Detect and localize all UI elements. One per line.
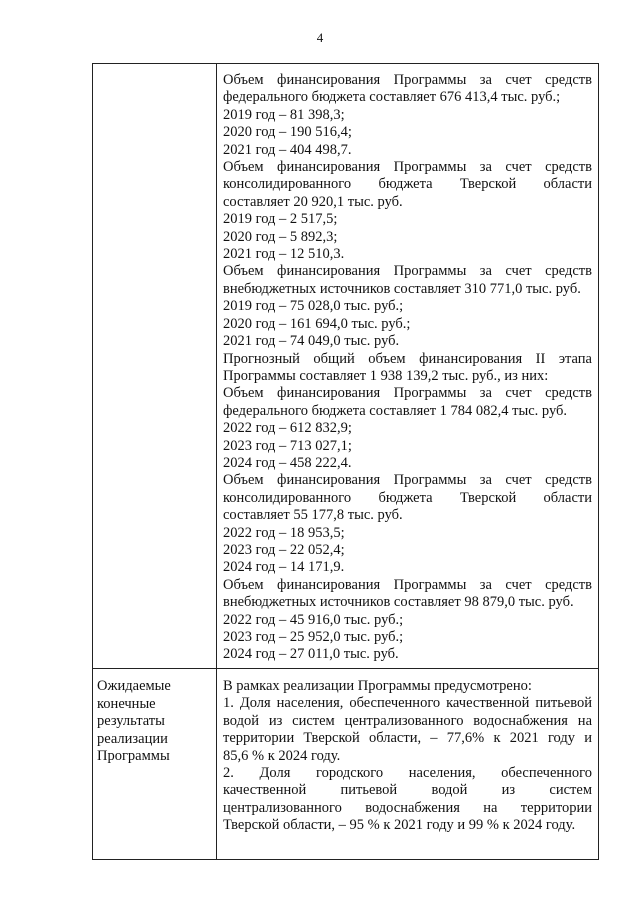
text-line: 2021 год – 404 498,7. [223,141,352,158]
text-line: 2024 год – 458 222,4. [223,454,352,471]
row-label-cell [93,64,217,668]
text-line: 2023 год – 22 052,4; [223,541,345,558]
text-line: Объем финансирования Программы за счет средств [223,159,592,176]
text-line: консолидированного бюджета Тверской области [223,176,592,193]
text-line: В рамках реализации Программы предусмотрено: [223,678,532,694]
text-line: 2020 год – 161 694,0 тыс. руб.; [223,315,411,332]
financing-text-cell [217,64,598,668]
text-line: 85,6 % к 2024 году. [223,747,341,764]
text-line: составляет 55 177,8 тыс. руб. [223,507,403,524]
table-row-expected-results [93,668,598,859]
text-line: качественной питьевой водой из систем [223,782,592,799]
text-line: федерального бюджета составляет 676 413,4 тыс. руб.; [223,89,561,106]
row-label-cell [93,668,217,859]
text-line: Объем финансирования Программы за счет средств [223,263,592,280]
text-line: 2020 год – 190 516,4; [223,124,352,141]
row-label-line: реализации [97,730,168,747]
text-line: территории Тверской области, – 77,6% к 2021 году и [223,730,592,747]
text-line: 2022 год – 45 916,0 тыс. руб.; [223,611,404,628]
expected-results-text-cell [217,668,598,859]
text-line: внебюджетных источников составляет 98 879,0 тыс. руб. [223,594,574,611]
page-number: 4 [316,30,324,45]
text-line: 2. Доля городского населения, обеспеченного [223,765,592,782]
text-line: консолидированного бюджета Тверской области [223,489,592,506]
text-line: 2019 год – 2 517,5; [223,211,338,228]
row-label-line: результаты [97,713,165,729]
text-line: водой из систем централизованного водоснабжения на [223,712,592,729]
text-line: 2019 год – 81 398,3; [223,106,345,123]
text-line: 2021 год – 74 049,0 тыс. руб. [223,333,400,350]
row-label-line: конечные [97,695,156,712]
text-line: централизованного водоснабжения на территории [223,799,592,816]
text-line: Тверской области, – 95 % к 2021 году и 99 % к 2024 году. [223,817,576,834]
text-line: Объем финансирования Программы за счет средств [223,385,592,402]
row-label-line: Ожидаемые [97,678,171,694]
text-line: составляет 20 920,1 тыс. руб. [223,193,403,210]
passport-table [92,63,599,860]
text-line: 2023 год – 25 952,0 тыс. руб.; [223,629,404,645]
text-line: 1. Доля населения, обеспеченного качественной питьевой [223,695,592,712]
text-line: 2022 год – 612 832,9; [223,420,352,437]
text-line: Прогнозный общий объем финансирования II этапа [223,350,592,367]
text-line: 2020 год – 5 892,3; [223,228,338,245]
text-line: Программы составляет 1 938 139,2 тыс. руб., из них: [223,367,549,384]
table-row-financing [93,64,598,669]
text-line: Объем финансирования Программы за счет средств [223,472,592,489]
text-line: 2024 год – 27 011,0 тыс. руб. [223,646,399,663]
text-line: 2019 год – 75 028,0 тыс. руб.; [223,298,404,315]
text-line: внебюджетных источников составляет 310 771,0 тыс. руб. [223,280,581,297]
text-line: 2023 год – 713 027,1; [223,437,352,454]
text-line: 2021 год – 12 510,3. [223,246,345,263]
text-line: 2022 год – 18 953,5; [223,524,345,541]
text-line: Объем финансирования Программы за счет средств [223,576,592,593]
text-line: Объем финансирования Программы за счет средств [223,72,592,88]
row-label-line: Программы [97,748,170,764]
text-line: 2024 год – 14 171,9. [223,559,345,576]
text-line: федерального бюджета составляет 1 784 082,4 тыс. руб. [223,402,568,419]
